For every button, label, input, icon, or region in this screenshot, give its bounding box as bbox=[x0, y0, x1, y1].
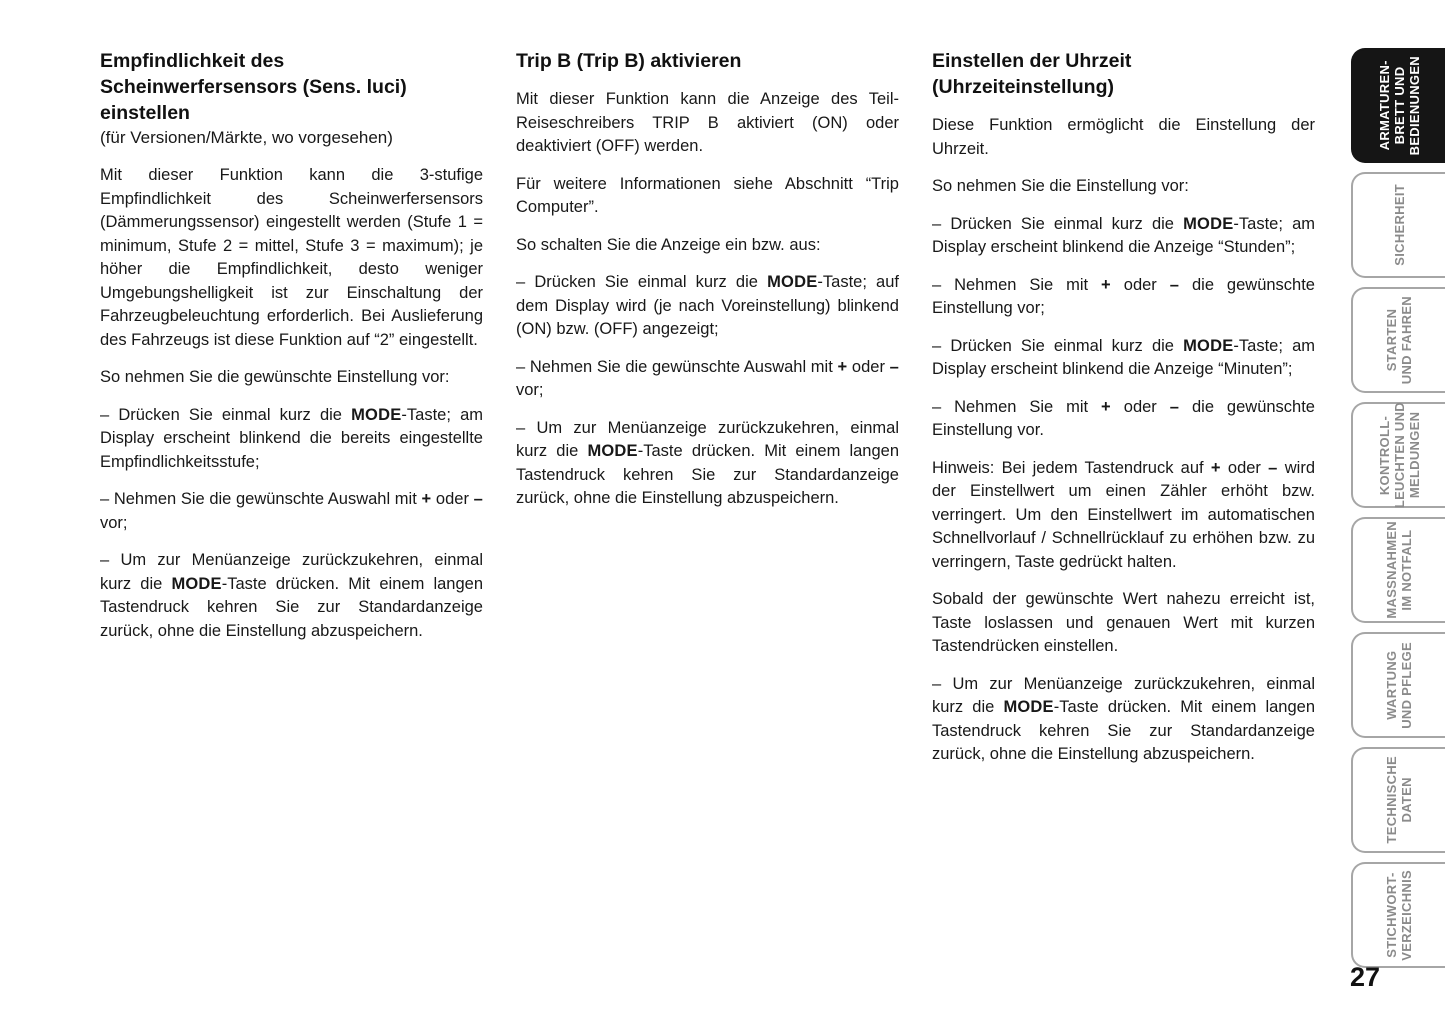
sidebar-tab-label: WARTUNG UND PFLEGE bbox=[1384, 641, 1414, 729]
paragraph: – Um zur Menüanzeige zurückzukehren, einmal kurz die MODE-Taste drücken. Mit einem langen Tastendruck kehren Sie zur Standardanzeige zurück, ohne die Einstellung abzuspeichern. bbox=[932, 674, 1315, 763]
sidebar-tab-wartung-und-pflege[interactable] bbox=[1351, 632, 1445, 738]
paragraph: – Drücken Sie einmal kurz die MODE-Taste; auf dem Display wird (je nach Voreinstellung) blinkend (ON) bzw. (OFF) angezeigt; bbox=[516, 273, 899, 338]
paragraph: – Nehmen Sie mit + oder – die gewünschte Einstellung vor; bbox=[932, 275, 1315, 317]
bold-term: + bbox=[837, 357, 848, 376]
bold-term: + bbox=[1210, 458, 1221, 477]
paragraph: So nehmen Sie die gewünschte Einstellung vor: bbox=[100, 368, 450, 386]
sidebar-tab-label: ARMATUREN- BRETT UND BEDIENUNGEN bbox=[1376, 55, 1422, 156]
sidebar-tab-label: MASSNAHMEN IM NOTFALL bbox=[1384, 521, 1414, 619]
bold-term: – bbox=[1169, 275, 1180, 294]
sidebar-tab-stichwortverzeichnis[interactable] bbox=[1351, 862, 1445, 968]
section-subheading: (für Versionen/Märkte, wo vorgesehen) bbox=[100, 128, 393, 147]
paragraph: Hinweis: Bei jedem Tastendruck auf + oder – wird der Einstellwert um einen Zähler erhöht bzw. verringert. Um den Einstellwert im automatischen Schnellvorlauf / Schnellrücklauf zu erhöhen bzw. zu verringern, Taste gedrückt halten. bbox=[932, 458, 1315, 571]
paragraph: Diese Funktion ermöglicht die Einstellung der Uhrzeit. bbox=[932, 116, 1315, 158]
page-number: 27 bbox=[1350, 962, 1381, 992]
sidebar-tab-kontrollleuchten-und-meldungen[interactable] bbox=[1351, 402, 1445, 508]
sidebar-tab-massnahmen-im-notfall[interactable] bbox=[1351, 517, 1445, 623]
column-3 bbox=[932, 48, 1315, 781]
paragraph: Mit dieser Funktion kann die 3-stufige Empfindlichkeit des Scheinwerfersensors (Dämmerungssensor) eingestellt werden (Stufe 1 = minimum, Stufe 2 = mittel, Stufe 3 = maximum); je höher die Empfindlichkeit, desto weniger Umgebungshelligkeit ist zur Einschaltung der Fahrzeugbeleuchtung erforderlich. Bei Auslieferung des Fahrzeugs ist diese Funktion auf “2” eingestellt. bbox=[100, 166, 483, 349]
sidebar-tab-label: TECHNISCHE DATEN bbox=[1384, 756, 1414, 844]
paragraph: Für weitere Informationen siehe Abschnitt “Trip Computer”. bbox=[516, 174, 899, 216]
bold-term: MODE bbox=[767, 273, 818, 291]
section-heading: Einstellen der Uhrzeit (Uhrzeiteinstellung) bbox=[932, 50, 1132, 98]
paragraph: – Drücken Sie einmal kurz die MODE-Taste; am Display erscheint blinkend die Anzeige “Minuten”; bbox=[932, 336, 1315, 378]
sidebar-tab-starten-und-fahren[interactable] bbox=[1351, 287, 1445, 393]
paragraph: – Um zur Menüanzeige zurückzukehren, einmal kurz die MODE-Taste drücken. Mit einem langen Tastendruck kehren Sie zur Standardanzeige zurück, ohne die Einstellung abzuspeichern. bbox=[100, 551, 483, 640]
bold-term: MODE bbox=[1003, 698, 1054, 716]
bold-term: – bbox=[1169, 397, 1180, 416]
paragraph: Sobald der gewünschte Wert nahezu erreicht ist, Taste loslassen und genauen Wert mit kurzen Tastendrücken einstellen. bbox=[932, 590, 1315, 655]
bold-term: + bbox=[1101, 397, 1111, 416]
content-columns bbox=[100, 48, 1315, 781]
bold-term: – bbox=[889, 357, 899, 376]
sidebar-tab-sicherheit[interactable] bbox=[1351, 172, 1445, 278]
section-heading: Trip B (Trip B) aktivieren bbox=[516, 50, 742, 72]
sidebar-tab-label: SICHERHEIT bbox=[1391, 184, 1407, 266]
bold-term: MODE bbox=[1183, 214, 1234, 233]
bold-term: – bbox=[1268, 458, 1278, 477]
paragraph: – Drücken Sie einmal kurz die MODE-Taste; am Display erscheint blinkend die Anzeige “Stunden”; bbox=[932, 214, 1315, 256]
paragraph: – Nehmen Sie mit + oder – die gewünschte Einstellung vor. bbox=[932, 397, 1315, 439]
section-heading: Empfindlichkeit des Scheinwerfersensors (Sens. luci) einstellen bbox=[100, 50, 407, 124]
column-1 bbox=[100, 48, 483, 781]
sidebar-tab-label: STARTEN UND FAHREN bbox=[1384, 295, 1414, 385]
paragraph: Mit dieser Funktion kann die Anzeige des Teil-Reiseschreibers TRIP B aktiviert (ON) oder deaktiviert (OFF) werden. bbox=[516, 90, 899, 155]
sidebar-tab-armaturenbrett-und-bedienungen[interactable] bbox=[1351, 48, 1445, 163]
bold-term: + bbox=[421, 490, 432, 508]
bold-term: – bbox=[473, 490, 483, 508]
sidebar-tab-label: KONTROLL- LEUCHTEN UND MELDUNGEN bbox=[1376, 401, 1422, 509]
sidebar-tab-technische-daten[interactable] bbox=[1351, 747, 1445, 853]
bold-term: MODE bbox=[1183, 336, 1234, 355]
paragraph: – Nehmen Sie die gewünschte Auswahl mit + oder – vor; bbox=[516, 357, 899, 399]
paragraph: – Nehmen Sie die gewünschte Auswahl mit + oder – vor; bbox=[100, 490, 483, 532]
sidebar-tab-label: STICHWORT- VERZEICHNIS bbox=[1384, 869, 1414, 961]
bold-term: + bbox=[1101, 275, 1111, 294]
paragraph: So nehmen Sie die Einstellung vor: bbox=[932, 177, 1189, 195]
paragraph: – Drücken Sie einmal kurz die MODE-Taste; am Display erscheint blinkend die bereits eingestellte Empfindlichkeitsstufe; bbox=[100, 405, 483, 471]
paragraph: – Um zur Menüanzeige zurückzukehren, einmal kurz die MODE-Taste drücken. Mit einem langen Tastendruck kehren Sie zur Standardanzeige zurück, ohne die Einstellung abzuspeichern. bbox=[516, 418, 899, 507]
column-2 bbox=[516, 48, 899, 781]
sidebar-tabs bbox=[1351, 48, 1445, 968]
bold-term: MODE bbox=[171, 574, 222, 593]
paragraph: So schalten Sie die Anzeige ein bzw. aus: bbox=[516, 235, 821, 254]
bold-term: MODE bbox=[587, 442, 638, 460]
bold-term: MODE bbox=[351, 405, 402, 424]
